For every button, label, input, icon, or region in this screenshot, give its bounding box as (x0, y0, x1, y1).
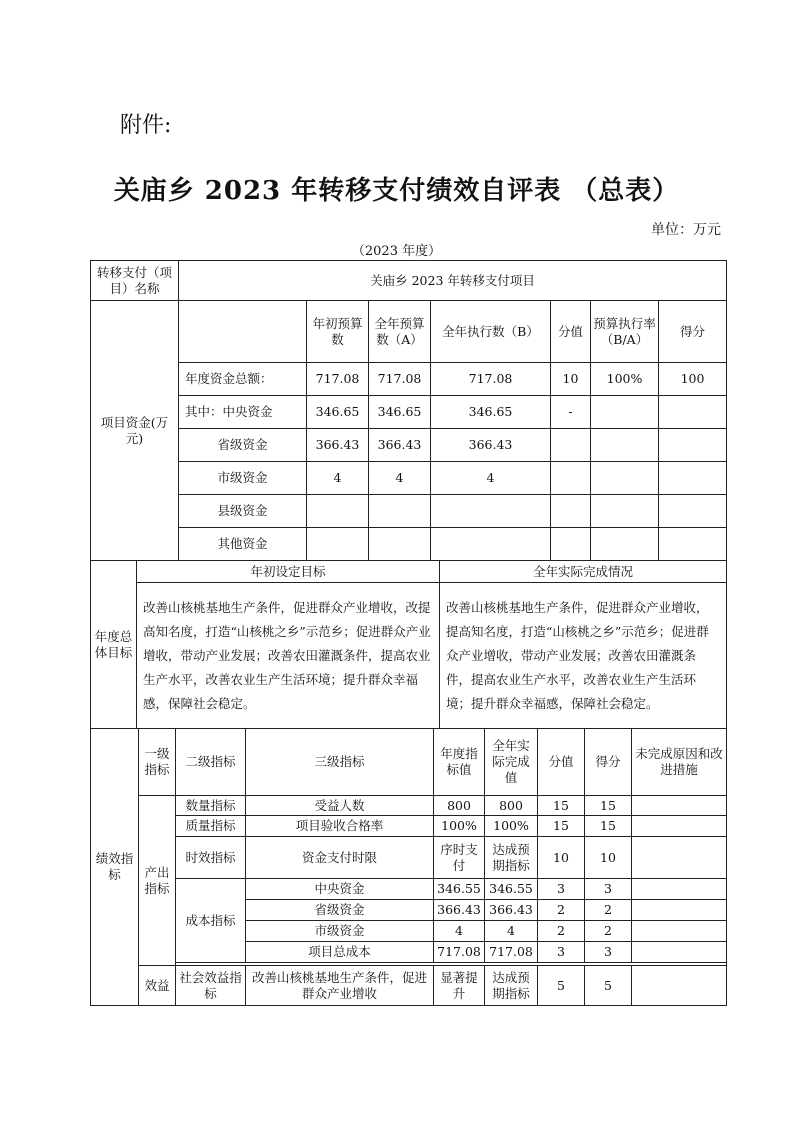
level3-cell: 改善山核桃基地生产条件，促进群众产业增收 (246, 966, 434, 1006)
funds-cell: 717.08 (431, 363, 551, 396)
funds-cell (369, 495, 431, 528)
funds-cell (591, 429, 659, 462)
header-score-value: 分值 (538, 729, 585, 796)
actual-cell: 4 (485, 921, 538, 942)
goals-actual-text: 改善山核桃基地生产条件，促进群众产业增收，提高知名度，打造“山核桃之乡”示范乡；促进群众产业增收，带动产业发展；改善农田灌溉条件，提高农业生产水平，改善农业生产生活环境；提升群众幸福感，保障社会稳定。 (440, 583, 727, 729)
header-score: 得分 (659, 301, 727, 363)
goals-initial-text: 改善山核桃基地生产条件，促进群众产业增收，改提高知名度，打造“山核桃之乡”示范乡；促进群众产业增收，带动产业发展；改善农田灌溉条件，提高农业生产水平，改善农业生产生活环境；提升群众幸福感，保障社会稳定。 (137, 583, 440, 729)
header-executed: 全年执行数（B） (431, 301, 551, 363)
target-cell: 366.43 (434, 900, 485, 921)
level3-cell: 市级资金 (246, 921, 434, 942)
actual-cell: 346.55 (485, 879, 538, 900)
target-cell: 4 (434, 921, 485, 942)
funds-cell: 100 (659, 363, 727, 396)
funds-cell: 717.08 (369, 363, 431, 396)
header-execution-rate: 预算执行率（B/A） (591, 301, 659, 363)
goals-section-label: 年度总体目标 (91, 561, 137, 729)
funds-cell: 4 (369, 462, 431, 495)
reason-cell (632, 900, 727, 921)
actual-cell: 达成预期指标 (485, 837, 538, 879)
header-initial-budget: 年初预算数 (307, 301, 369, 363)
funds-cell: 4 (307, 462, 369, 495)
funds-cell (659, 396, 727, 429)
funds-section-label: 项目资金(万元) (91, 301, 179, 561)
header-level3: 三级指标 (246, 729, 434, 796)
funds-row-label: 市级资金 (179, 462, 307, 495)
level2-cost: 成本指标 (176, 879, 246, 963)
score-cell: 2 (585, 921, 632, 942)
target-cell: 800 (434, 796, 485, 816)
actual-cell: 366.43 (485, 900, 538, 921)
reason-cell (632, 816, 727, 837)
funds-cell (369, 528, 431, 561)
header-reason: 未完成原因和改进措施 (632, 729, 727, 796)
actual-cell: 达成预期指标 (485, 966, 538, 1006)
funds-cell (591, 528, 659, 561)
funds-cell: 366.43 (431, 429, 551, 462)
project-name-label: 转移支付（项目）名称 (91, 261, 179, 301)
funds-cell (551, 495, 591, 528)
unit-label: 单位：万元 (651, 222, 721, 238)
page-title: 关庙乡 2023 年转移支付绩效自评表 （总表） (113, 176, 680, 206)
actual-cell: 800 (485, 796, 538, 816)
indicators-section-label: 绩效指标 (91, 729, 139, 1006)
funds-cell (307, 528, 369, 561)
target-cell: 序时支付 (434, 837, 485, 879)
funds-cell (659, 429, 727, 462)
goals-header-actual: 全年实际完成情况 (440, 561, 727, 583)
level3-cell: 项目验收合格率 (246, 816, 434, 837)
funds-row-label: 其中：中央资金 (179, 396, 307, 429)
funds-cell (591, 462, 659, 495)
actual-cell: 100% (485, 816, 538, 837)
score-cell: 15 (585, 816, 632, 837)
funds-row-label: 省级资金 (179, 429, 307, 462)
score-cell: 3 (585, 879, 632, 900)
score-cell: 15 (585, 796, 632, 816)
attachment-label: 附件: (120, 113, 172, 138)
funds-cell: 366.43 (369, 429, 431, 462)
funds-cell (591, 396, 659, 429)
funds-cell: 346.65 (307, 396, 369, 429)
header-target: 年度指标值 (434, 729, 485, 796)
funds-cell: - (551, 396, 591, 429)
funds-cell (551, 462, 591, 495)
funds-cell (431, 528, 551, 561)
reason-cell (632, 921, 727, 942)
benefit-indicator-label: 效益 (139, 966, 176, 1006)
actual-cell: 717.08 (485, 942, 538, 963)
reason-cell (632, 796, 727, 816)
level2-quantity: 数量指标 (176, 796, 246, 816)
project-name-value: 关庙乡 2023 年转移支付项目 (179, 261, 727, 301)
score-value-cell: 10 (538, 837, 585, 879)
funds-cell: 366.43 (307, 429, 369, 462)
score-cell: 2 (585, 900, 632, 921)
funds-cell (551, 429, 591, 462)
indicators-table (90, 728, 727, 1006)
score-value-cell: 15 (538, 816, 585, 837)
header-level2: 二级指标 (176, 729, 246, 796)
funds-cell (659, 462, 727, 495)
target-cell: 346.55 (434, 879, 485, 900)
funds-cell: 4 (431, 462, 551, 495)
funds-header-blank (179, 301, 307, 363)
reason-cell (632, 942, 727, 963)
funds-cell (431, 495, 551, 528)
score-value-cell: 2 (538, 921, 585, 942)
funds-cell: 717.08 (307, 363, 369, 396)
score-value-cell: 5 (538, 966, 585, 1006)
header-actual: 全年实际完成值 (485, 729, 538, 796)
year-label: （2023 年度） (351, 244, 442, 259)
funds-cell: 10 (551, 363, 591, 396)
funds-cell (659, 528, 727, 561)
goals-header-initial: 年初设定目标 (137, 561, 440, 583)
level2-quality: 质量指标 (176, 816, 246, 837)
score-value-cell: 3 (538, 942, 585, 963)
funds-cell (591, 495, 659, 528)
target-cell: 100% (434, 816, 485, 837)
header-annual-budget: 全年预算数（A） (369, 301, 431, 363)
score-value-cell: 3 (538, 879, 585, 900)
score-value-cell: 2 (538, 900, 585, 921)
funds-cell: 346.65 (369, 396, 431, 429)
funds-cell (307, 495, 369, 528)
score-cell: 3 (585, 942, 632, 963)
output-indicator-label: 产出指标 (139, 796, 176, 966)
header-level1: 一级指标 (139, 729, 176, 796)
level3-cell: 受益人数 (246, 796, 434, 816)
level2-timeliness: 时效指标 (176, 837, 246, 879)
header-score: 得分 (585, 729, 632, 796)
funds-table (90, 260, 727, 561)
funds-row-label: 其他资金 (179, 528, 307, 561)
level3-cell: 资金支付时限 (246, 837, 434, 879)
score-value-cell: 15 (538, 796, 585, 816)
level3-cell: 中央资金 (246, 879, 434, 900)
target-cell: 717.08 (434, 942, 485, 963)
level3-cell: 项目总成本 (246, 942, 434, 963)
funds-row-label: 县级资金 (179, 495, 307, 528)
score-cell: 5 (585, 966, 632, 1006)
header-score-value: 分值 (551, 301, 591, 363)
reason-cell (632, 879, 727, 900)
funds-cell (551, 528, 591, 561)
funds-cell: 346.65 (431, 396, 551, 429)
goals-table (90, 560, 727, 729)
level2-social: 社会效益指标 (176, 966, 246, 1006)
score-cell: 10 (585, 837, 632, 879)
level3-cell: 省级资金 (246, 900, 434, 921)
target-cell: 显著提升 (434, 966, 485, 1006)
reason-cell (632, 966, 727, 1006)
reason-cell (632, 837, 727, 879)
funds-cell (659, 495, 727, 528)
funds-row-label: 年度资金总额： (179, 363, 307, 396)
funds-cell: 100% (591, 363, 659, 396)
